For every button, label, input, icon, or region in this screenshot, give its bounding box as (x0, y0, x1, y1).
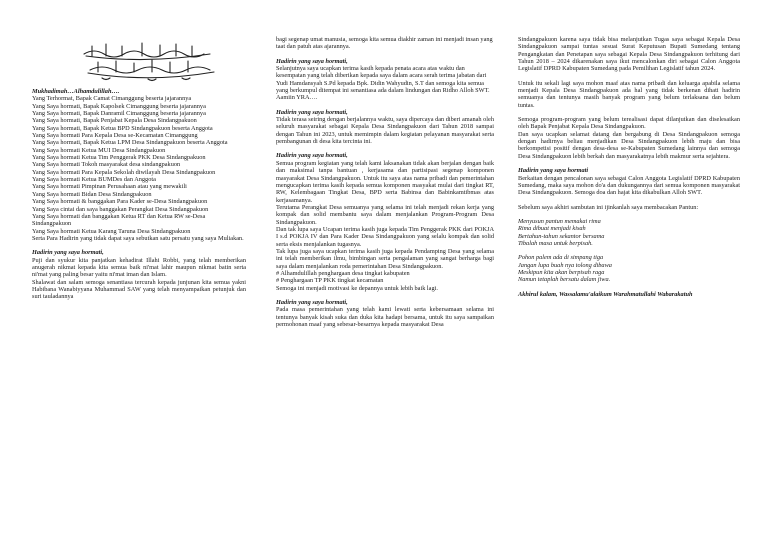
greeting-line: Yang Saya cintai dan saya banggakan Perangkat Desa Sindangpakuon (32, 205, 209, 213)
greeting-line: Yang Saya hormati & banggakan Para Kader se-Desa Sindangpakuon (32, 198, 208, 206)
pantun-line: Rima dibuat menjadi kisah (518, 225, 586, 233)
closing-salutation: Akhirul kalam, Wassalamu'alaikum Warahmatullahi Wabarakatuh (518, 290, 693, 298)
paragraph: Pada masa pemerintahan yang telah kami lewati serta kebersamaan selama ini tentunya banyak kisah suka dan duka kita hadapi bersama, untuk itu saya sampaikan permohonan maaf yang sebesar-besarnya kepada masyarakat Desa (276, 306, 494, 329)
greeting-line: Yang Saya hormati Para Kepala Desa se-Kecamatan Cimanggung (32, 132, 198, 140)
paragraph: Tidak terasa seiring dengan berjalannya waktu, saya dipercaya dan diberi amanah oleh seluruh masyarakat sebagai Kepala Desa Sindangpakuon dari Tahun 2018 sampai dengan Tahun ini 2023, untuk memimpin dalam kegiatan pelayanan masyarakat serta pembangunan di desa kita tercinta ini. (276, 116, 494, 146)
hadirin-heading: Hadirin yang saya hormati, (276, 57, 348, 65)
hadirin-heading: Hadirin yang saya hormati, (32, 249, 104, 257)
paragraph: Semua program kegiatan yang telah kami laksanakan tidak akan berjalan dengan baik dan maksimal tanpa bantuan , kerjasama dan partisipasi segenap komponen masyarakat Desa Sindangpakuon. Untuk itu saya atas nama pribadi dan pemerintahan mengucapkan terima kasih kepada semua komponen masyakat mulai dari tingkat RT, RW, Kelembagaan Tingkat Desa, BPD serta Babinsa dan Babinkamtibmas atas kerjasamanya. (276, 159, 494, 204)
hadirin-heading: Hadirin yang saya hormati (518, 167, 589, 175)
greeting-line: Yang Saya hormati, Bapak Ketua BPD Sindangpakuon beserta Anggota (32, 124, 213, 132)
greeting-line: Yang Saya hormati Ketua Tim Penggerak PKK Desa Sindangpakuon (32, 154, 206, 162)
greeting-line: Yang Saya hormati, Bapak Kapolsek Cimanggung beserta jajarannya (32, 102, 206, 110)
greeting-line: Yang Saya hormati Ketua MUI Desa Sindangpakuon (32, 146, 166, 154)
calligraphy-drawing (72, 40, 222, 84)
greeting-line: Yang Saya hormati Tokoh masyarakat desa sindangpakuon (32, 161, 181, 169)
pantun-line: Bertahun-tahun sekantor bersama (518, 232, 605, 240)
pantun-line: Namun tetaplah bersatu dalam jiwa. (518, 276, 611, 284)
greeting-line: Yang Saya hormati Ketua Karang Taruna Desa Sindangpakuon (32, 227, 191, 235)
greeting-line: Yang Saya hormati, Bapak Danramil Cimanggung beserta jajarannya (32, 110, 206, 118)
greeting-line: Yang Saya hormati, Bapak Penjabat Kepala Desa Sindangpakuon (32, 117, 197, 125)
award-line: # Penghargaan TP PKK tingkat kecamatan (276, 277, 384, 285)
paragraph: Dan saya ucapkan selamat datang dan bergabung di Desa Sindangpakuon semoga dengan hadirnya beliau menjadikan Desa Sindangpakuon lebih maju dan bisa berkompetisi positif dengan desa-desa se-Kabupaten Sumedang lainnya dan semoga Desa Sindangpakuon lebih berkah dan masyarakatnya lebih makmur serta sejahtera. (518, 130, 740, 160)
pantun-line: Jangan lupa buah nya tolong dibawa (518, 261, 612, 269)
greeting-line: Serta Para Hadirin yang tidak dapat saya sebutkan satu persatu yang saya Muliakan. (32, 234, 244, 242)
pantun-line: Menyusun pantun memakai rima (518, 217, 601, 225)
hadirin-heading: Hadirin yang saya hormati, (276, 152, 348, 160)
pantun-line: Pohon palem ada di simpang tiga (518, 254, 604, 262)
paragraph: Shalawat dan salam semoga senantiasa tercurah kepada junjunan kita semua yakni Habibana Wanabiyyana Muhammad SAW yang telah menyampaikan petunjuk dan suri tauladannya (32, 278, 246, 301)
column-2 (276, 0, 494, 328)
paragraph: Puji dan syukur kita panjatkan kehadirat Illahi Robbi, yang telah memberikan anugerah nikmat kepada kita semua baik ni'mat lahir maupun nikmat batin serta ni'mat yang paling besar yaitu ni'mat iman dan Islam. (32, 256, 246, 279)
paragraph: Semoga program-program yang belum terealisasi dapat dilanjutkan dan diselesaikan oleh Bapak Penjabat Kepala Desa Sindangpakuon. (518, 116, 740, 131)
paragraph: Terutama Perangkat Desa semuanya yang selama ini telah menjadi rekan kerja yang kompak dan solid membantu saya dalam menjalankan Program-Program Desa Sindangpakuon. (276, 203, 494, 226)
paragraph: bagi segenap umat manusia, semoga kita semua diakhir zaman ini menjadi insan yang taat dan patuh atas ajarannya. (276, 36, 493, 51)
paragraph: Selanjutnya saya ucapkan terima kasih kepada penata acara atas waktu dan kesempatan yang telah diberikan kepada saya dalam acara serah terima jabatan dari Yudi Hamdansyah S.Pd kepada Bpk. Didin Wahyudin, S.T dan semoga kita semua yang berkumpul ditempat ini senantiasa ada dalam lindungan dan Ridho Alloh SWT. Aamiin YRA…. (276, 65, 490, 102)
pantun-line: Meskipun kita akan berpisah raga (518, 268, 605, 276)
greeting-line: Yang Saya hormati Bidan Desa Sindangpakuon (32, 190, 152, 198)
hadirin-heading: Hadirin yang saya hormati, (276, 108, 348, 116)
greeting-line: Yang Saya hormati dan banggakan Ketua RT dan Ketua RW se-Desa Sindangpakuon (32, 212, 206, 228)
mukadimah-heading: Mukhadimah…Alhamdulillah…. (32, 88, 120, 95)
paragraph: Tak lupa juga saya ucapkan terima kasih juga kepada Pendamping Desa yang selama ini telah memberikan ilmu, bimbingan serta pengalaman yang sangat berharga bagi saya dalam menjalankan roda pemerintahan Desa Sindangpakuon. (276, 247, 494, 270)
greeting-line: Yang Terhormat, Bapak Camat Cimanggung beserta jajarannya (32, 95, 192, 103)
arabic-calligraphy-icon (32, 0, 246, 88)
hadirin-heading: Hadirin yang saya hormati, (276, 299, 348, 306)
paragraph: Dan tak lupa saya Ucapan terima kasih juga kepada Tim Penggerak PKK dari POKJA I s.d POKJA IV dan Para Kader Desa Sindangpakuon yang selalu kompak dan solid serta eksis menjalankan tugasnya. (276, 225, 494, 248)
award-line: # Alhamdulillah penghargaan desa tingkat kabupaten (276, 269, 410, 277)
greeting-line: Yang Saya hormati Pimpinan Perusahaan atau yang mewakili (32, 183, 187, 191)
column-3 (518, 0, 740, 298)
paragraph: Berkaitan dengan pencalonan saya sebagai Calon Anggota Legislatif DPRD Kabupaten Sumedang, maka saya mohon do'a dan dukungannya dari semua komponen masyarakat Desa Sindangpakuon. Semoga doa dan hajat kita dikabulkan Alloh SWT. (518, 174, 740, 197)
column-1 (32, 0, 246, 301)
paragraph: Semoga ini menjadi motivasi ke depannya untuk lebih baik lagi. (276, 284, 438, 292)
greeting-line: Yang Saya hormati Para Kepala Sekolah diwilayah Desa Sindangpakuon (32, 168, 216, 176)
paragraph: Untuk itu sekali lagi saya mohon maaf atas nama pribadi dan keluarga apabila selama menjadi Kepala Desa Sindangpakuon ada hal yang tidak berkenan dihati hadirin semuanya dan tentunya masih banyak program yang belum terlaksana dan belum tuntas. (518, 79, 740, 109)
paragraph: Sebelum saya akhiri sambutan ini ijinkanlah saya membacakan Pantun: (518, 203, 699, 211)
greeting-line: Yang Saya hormati, Bapak Ketua LPM Desa Sindangpakuon beserta Anggota (32, 139, 228, 147)
pantun-line: Tibalah masa untuk berpisah. (518, 239, 593, 247)
greeting-line: Yang Saya hormati Ketua BUMDes dan Anggota (32, 176, 156, 184)
paragraph: Sindangpakuon karena saya tidak bisa melanjutkan Tugas saya sebagai Kepala Desa Sindangpakuon sampai tuntas sesuai Surat Keputusan Bupati Sumedang tentang Pengangkatan dan Penetapan saya sebagai Kepala Desa Sindangpakuon terhitung dari Tahun 2018 – 2024 dikarenakan saya ikut mencalonkan diri sebagai Calon Anggota Legislatif DPRD Kabupaten Sumedang pada Pemilihan Legislatif tahun 2024. (518, 36, 740, 73)
